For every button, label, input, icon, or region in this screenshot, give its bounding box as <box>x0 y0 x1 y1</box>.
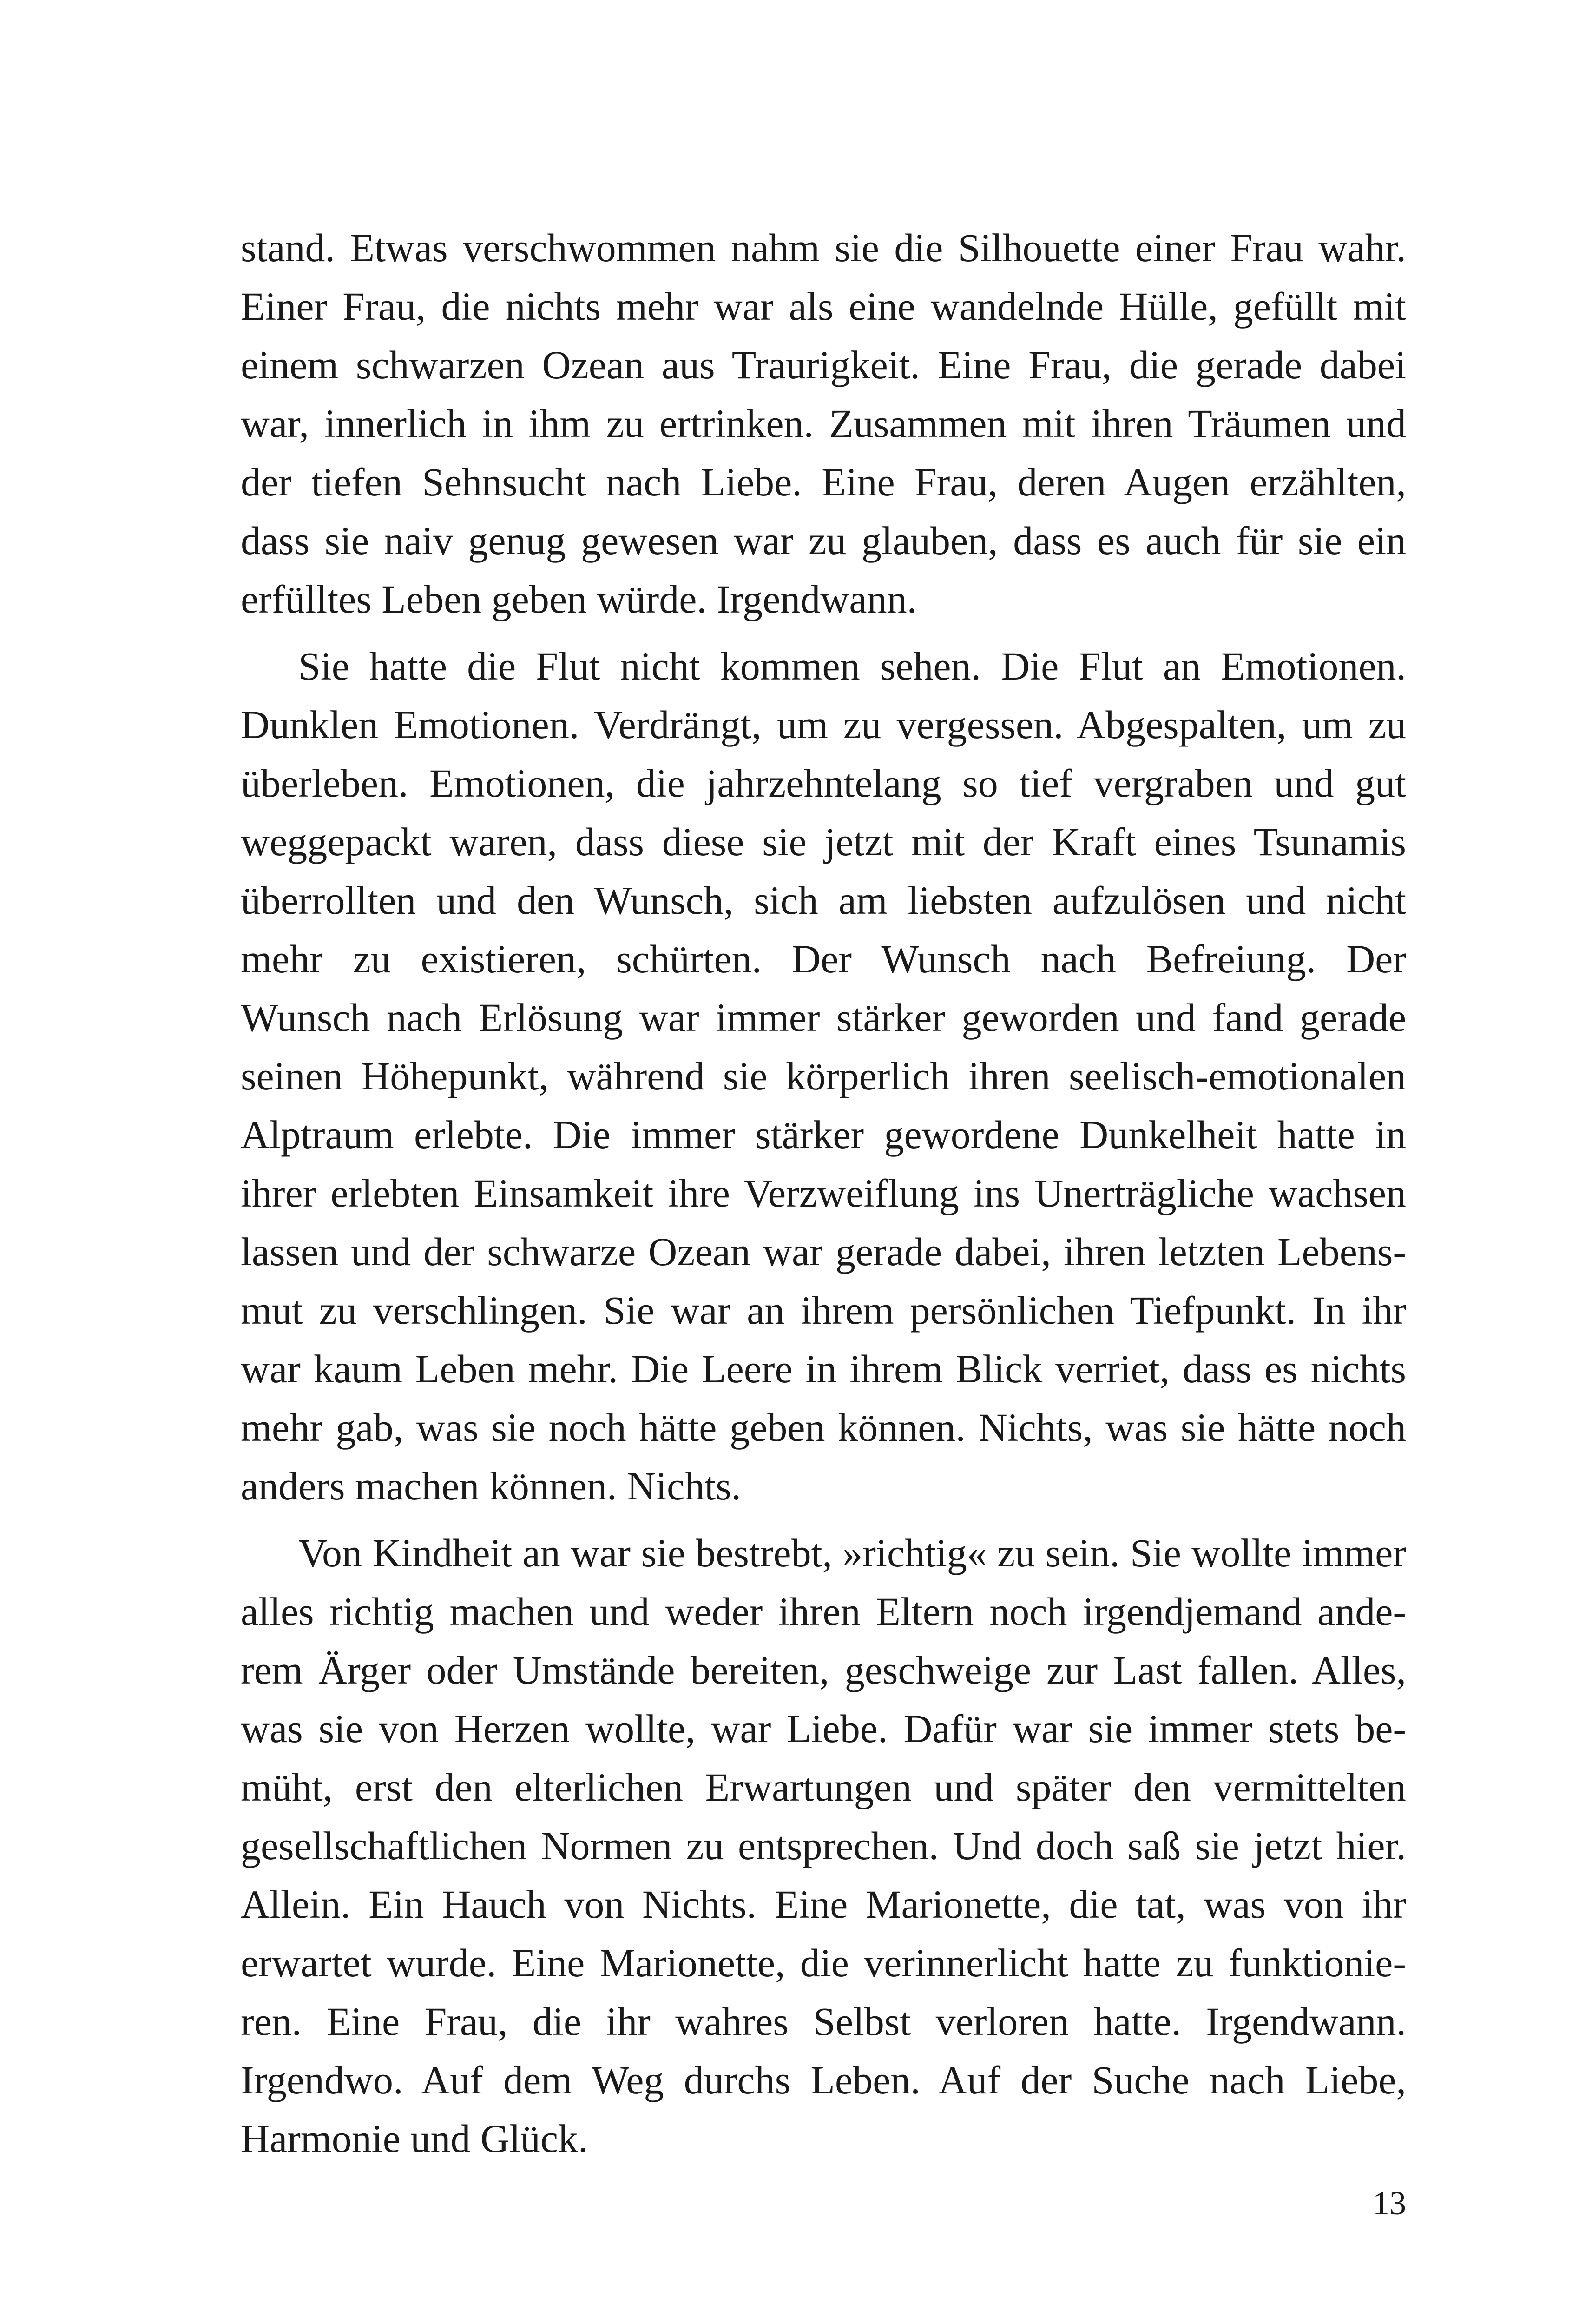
text-line: erwartet wurde. Eine Marionette, die verinnerlicht hatte zu funktionie- <box>241 1941 1406 1985</box>
text-line: dass sie naiv genug gewesen war zu glauben, dass es auch für sie ein <box>241 518 1406 563</box>
text-line: überrollten und den Wunsch, sich am liebsten aufzulösen und nicht <box>241 878 1406 923</box>
text-line: war, innerlich in ihm zu ertrinken. Zusammen mit ihren Träumen und <box>241 401 1406 446</box>
text-line: mut zu verschlingen. Sie war an ihrem persönlichen Tiefpunkt. In ihr <box>241 1288 1406 1333</box>
body-text <box>241 218 1406 2168</box>
text-line: müht, erst den elterlichen Erwartungen und später den vermittelten <box>241 1765 1406 1809</box>
text-line: Wunsch nach Erlösung war immer stärker geworden und fand gerade <box>241 995 1406 1040</box>
text-line: Von Kindheit an war sie bestrebt, »richtig« zu sein. Sie wollte immer <box>298 1531 1406 1575</box>
text-line: seinen Höhepunkt, während sie körperlich ihren seelisch-emotionalen <box>241 1054 1406 1098</box>
text-line: alles richtig machen und weder ihren Eltern noch irgendjemand ande- <box>241 1589 1406 1634</box>
text-line: mehr zu existieren, schürten. Der Wunsch nach Befreiung. Der <box>241 937 1406 981</box>
text-line: der tiefen Sehnsucht nach Liebe. Eine Frau, deren Augen erzählten, <box>241 460 1406 504</box>
text-line: Dunklen Emotionen. Verdrängt, um zu vergessen. Abgespalten, um zu <box>241 702 1406 747</box>
text-line: mehr gab, was sie noch hätte geben können. Nichts, was sie hätte noch <box>241 1405 1406 1450</box>
text-line: anders machen können. Nichts. <box>241 1464 742 1508</box>
paragraph-3 <box>241 1524 1406 2168</box>
text-line: stand. Etwas verschwommen nahm sie die Silhouette einer Frau wahr. <box>241 225 1406 270</box>
page-number: 13 <box>1373 2185 1406 2222</box>
text-line: gesellschaftlichen Normen zu entsprechen. Und doch saß sie jetzt hier. <box>241 1823 1406 1868</box>
text-line: Sie hatte die Flut nicht kommen sehen. Die Flut an Emotionen. <box>298 644 1406 688</box>
text-line: ren. Eine Frau, die ihr wahres Selbst verloren hatte. Irgendwann. <box>241 1999 1406 2044</box>
paragraph-2 <box>241 637 1406 1515</box>
text-line: einem schwarzen Ozean aus Traurigkeit. Eine Frau, die gerade dabei <box>241 343 1406 387</box>
text-line: Einer Frau, die nichts mehr war als eine wandelnde Hülle, gefüllt mit <box>241 284 1406 329</box>
paragraph-1 <box>241 218 1406 628</box>
text-line: Alptraum erlebte. Die immer stärker gewordene Dunkelheit hatte in <box>241 1112 1406 1157</box>
text-line: rem Ärger oder Umstände bereiten, geschweige zur Last fallen. Alles, <box>241 1648 1406 1692</box>
text-line: überleben. Emotionen, die jahrzehntelang so tief vergraben und gut <box>241 761 1406 805</box>
text-line: was sie von Herzen wollte, war Liebe. Dafür war sie immer stets be- <box>241 1706 1406 1751</box>
text-line: ihrer erlebten Einsamkeit ihre Verzweiflung ins Unerträgliche wachsen <box>241 1171 1406 1215</box>
text-line: weggepackt waren, dass diese sie jetzt mit der Kraft eines Tsunamis <box>241 819 1406 864</box>
text-line: erfülltes Leben geben würde. Irgendwann. <box>241 577 917 621</box>
text-line: Harmonie und Glück. <box>241 2116 588 2161</box>
text-line: Allein. Ein Hauch von Nichts. Eine Marionette, die tat, was von ihr <box>241 1882 1406 1927</box>
text-line: war kaum Leben mehr. Die Leere in ihrem Blick verriet, dass es nichts <box>241 1347 1406 1391</box>
text-line: lassen und der schwarze Ozean war gerade dabei, ihren letzten Lebens- <box>241 1229 1406 1274</box>
text-line: Irgendwo. Auf dem Weg durchs Leben. Auf der Suche nach Liebe, <box>241 2058 1406 2102</box>
